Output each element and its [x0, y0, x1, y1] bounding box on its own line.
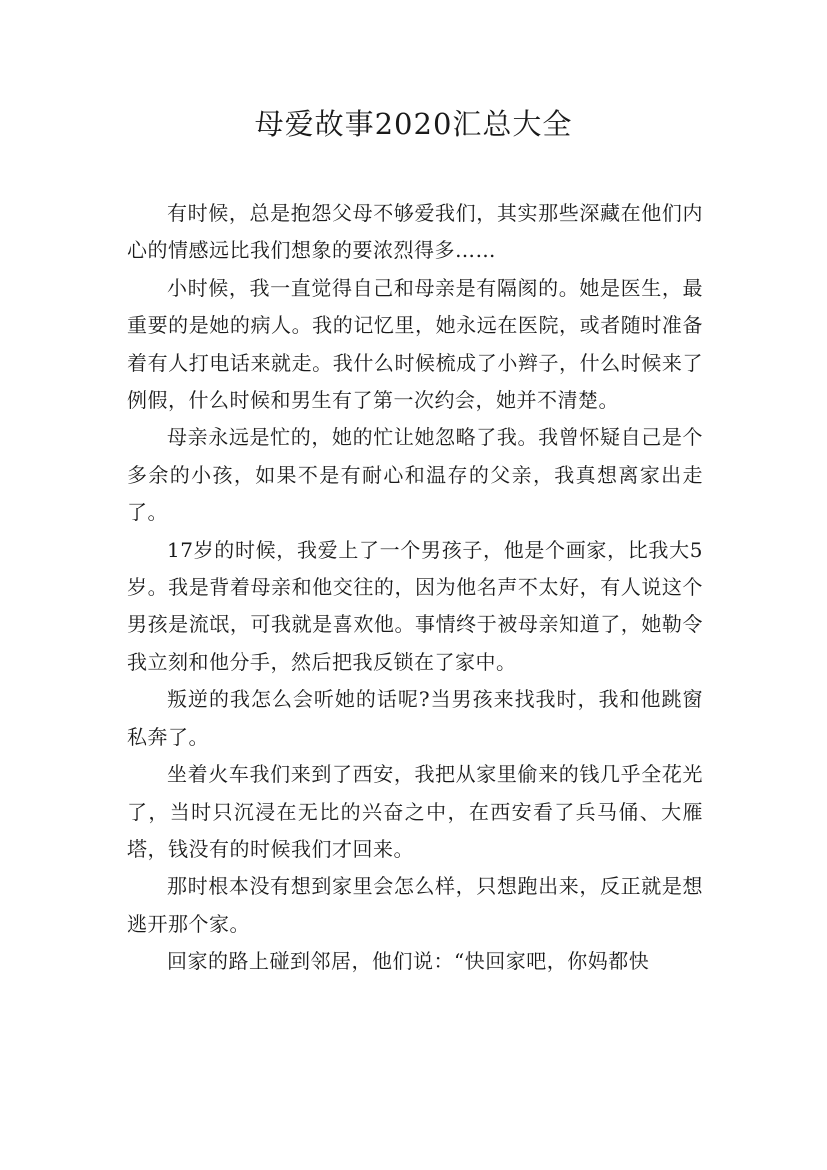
paragraph-4: 17岁的时候，我爱上了一个男孩子，他是个画家，比我大5岁。我是背着母亲和他交往的，因为他名声不太好，有人说这个男孩是流氓，可我就是喜欢他。事情终于被母亲知道了，她勒令我立刻和他分手，然后把我反锁在了家中。: [127, 537, 703, 674]
paragraph-6: 坐着火车我们来到了西安，我把从家里偷来的钱几乎全花光了，当时只沉浸在无比的兴奋之中，在西安看了兵马俑、大雁塔，钱没有的时候我们才回来。: [127, 762, 703, 861]
paragraph-1: 有时候，总是抱怨父母不够爱我们，其实那些深藏在他们内心的情感远比我们想象的要浓烈得多……: [127, 201, 703, 263]
document-title: 母爱故事2020汇总大全: [254, 107, 573, 141]
document-body: [127, 195, 703, 981]
paragraph-5: 叛逆的我怎么会听她的话呢?当男孩来找我时，我和他跳窗私奔了。: [127, 687, 703, 749]
paragraph-7: 那时根本没有想到家里会怎么样，只想跑出来，反正就是想逃开那个家。: [127, 874, 703, 936]
paragraph-3: 母亲永远是忙的，她的忙让她忽略了我。我曾怀疑自己是个多余的小孩，如果不是有耐心和温存的父亲，我真想离家出走了。: [127, 425, 703, 525]
paragraph-8: 回家的路上碰到邻居，他们说：“快回家吧，你妈都快: [167, 949, 650, 974]
paragraph-2: 小时候，我一直觉得自己和母亲是有隔阂的。她是医生，最重要的是她的病人。我的记忆里，她永远在医院，或者随时准备着有人打电话来就走。我什么时候梳成了小辫子，什么时候来了例假，什么时候和男生有了第一次约会，她并不清楚。: [127, 275, 703, 413]
